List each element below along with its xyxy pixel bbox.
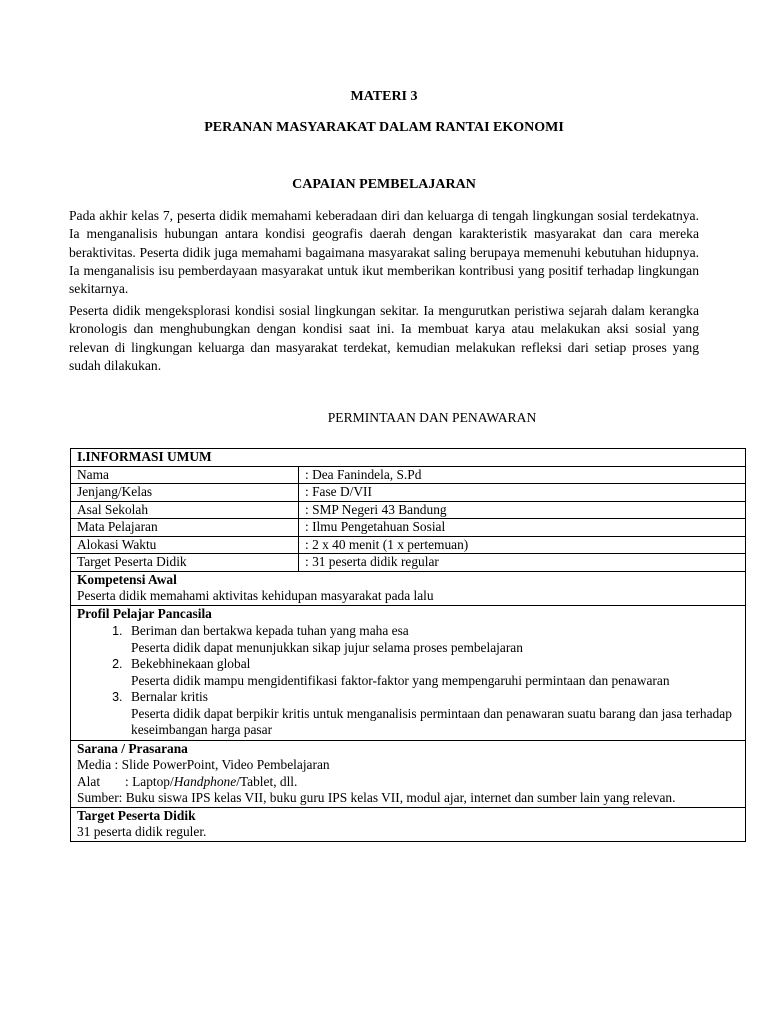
row-value-asal-sekolah: : SMP Negeri 43 Bandung (299, 501, 746, 519)
profil-list (77, 623, 739, 739)
table-row (71, 484, 746, 502)
target-cell (71, 807, 746, 841)
table-heading-row (71, 449, 746, 467)
capaian-heading: CAPAIAN PEMBELAJARAN (292, 177, 476, 192)
alat-post: /Tablet, dll. (236, 773, 298, 789)
table-row (71, 519, 746, 537)
topic-heading: PERMINTAAN DAN PENAWARAN (327, 410, 537, 425)
kompetensi-heading: Kompetensi Awal (77, 571, 177, 587)
table-row (71, 501, 746, 519)
profil-item-title: Beriman dan bertakwa kepada tuhan yang maha esa (131, 623, 409, 638)
sarana-heading: Sarana / Prasarana (77, 740, 188, 756)
sarana-alat (77, 774, 739, 791)
row-label-jenjang: Jenjang/Kelas (71, 484, 299, 502)
capaian-paragraph-1: Pada akhir kelas 7, peserta didik memahami keberadaan diri dan keluarga di tengah lingkungan sosial terdekatnya. Ia menganalisis hubungan antara kondisi geografis daerah dengan karakteristik masyarakat dan cara mereka beraktivitas. Peserta didik juga memahami bagaimana masyarakat saling berupaya memenuhi kebutuhan hidupnya. Ia menganalisis isu pemberdayaan masyarakat untuk ikut memberikan kontribusi yang positif terhadap lingkungan sekitarnya. (69, 208, 699, 297)
profil-item-title: Bernalar kritis (131, 689, 208, 704)
row-label-mata-pelajaran: Mata Pelajaran (71, 519, 299, 537)
target-heading: Target Peserta Didik (77, 807, 196, 823)
sarana-section (71, 740, 746, 807)
kompetensi-text: Peserta didik memahami aktivitas kehidupan masyarakat pada lalu (77, 588, 434, 603)
row-label-alokasi-waktu: Alokasi Waktu (71, 536, 299, 554)
kompetensi-cell (71, 571, 746, 605)
sarana-sumber: Sumber: Buku siswa IPS kelas VII, buku guru IPS kelas VII, modul ajar, internet dan sumber lain yang relevan. (77, 790, 676, 805)
table-row (71, 466, 746, 484)
sarana-cell (71, 740, 746, 807)
row-label-nama: Nama (71, 466, 299, 484)
target-text: 31 peserta didik reguler. (77, 824, 207, 839)
alat-italic: Handphone (173, 773, 237, 789)
profil-heading: Profil Pelajar Pancasila (77, 605, 212, 621)
list-item (126, 656, 739, 689)
row-value-alokasi-waktu: : 2 x 40 menit (1 x pertemuan) (299, 536, 746, 554)
profil-item-desc: Peserta didik dapat berpikir kritis untuk menganalisis permintaan dan penawaran suatu barang dan jasa terhadap keseimbangan harga pasar (131, 705, 732, 737)
alat-label: Alat (77, 773, 101, 789)
main-title: PERANAN MASYARAKAT DALAM RANTAI EKONOMI (204, 120, 564, 135)
sarana-media: Media : Slide PowerPoint, Video Pembelajaran (77, 757, 330, 772)
alat-pre: : Laptop/ (125, 773, 174, 789)
list-item (126, 689, 739, 739)
list-item (126, 623, 739, 656)
profil-item-desc: Peserta didik dapat menunjukkan sikap jujur selama proses pembelajaran (131, 639, 523, 655)
capaian-paragraph-2: Peserta didik mengeksplorasi kondisi sosial lingkungan sekitar. Ia mengurutkan peristiwa sejarah dalam kerangka kronologis dan menghubungkan dengan kondisi saat ini. Ia membuat karya atau melakukan aksi sosial yang relevan di lingkungan keluarga dan masyarakat terdekat, kemudian melakukan refleksi dari setiap proses yang sudah dilakukan. (69, 303, 699, 373)
kompetensi-section (71, 571, 746, 605)
row-value-nama: : Dea Fanindela, S.Pd (299, 466, 746, 484)
informasi-umum-heading: I.INFORMASI UMUM (71, 449, 746, 467)
informasi-umum-table (70, 448, 746, 842)
table-row (71, 536, 746, 554)
profil-section (71, 605, 746, 740)
row-value-jenjang: : Fase D/VII (299, 484, 746, 502)
profil-cell (71, 605, 746, 740)
materi-title: MATERI 3 (350, 89, 418, 104)
profil-item-desc: Peserta didik mampu mengidentifikasi faktor-faktor yang mempengaruhi permintaan dan penawaran (131, 672, 670, 688)
profil-item-title: Bekebhinekaan global (131, 656, 251, 671)
row-value-mata-pelajaran: : Ilmu Pengetahuan Sosial (299, 519, 746, 537)
table-row (71, 554, 746, 572)
row-value-target: : 31 peserta didik regular (299, 554, 746, 572)
row-label-target: Target Peserta Didik (71, 554, 299, 572)
target-section (71, 807, 746, 841)
row-label-asal-sekolah: Asal Sekolah (71, 501, 299, 519)
